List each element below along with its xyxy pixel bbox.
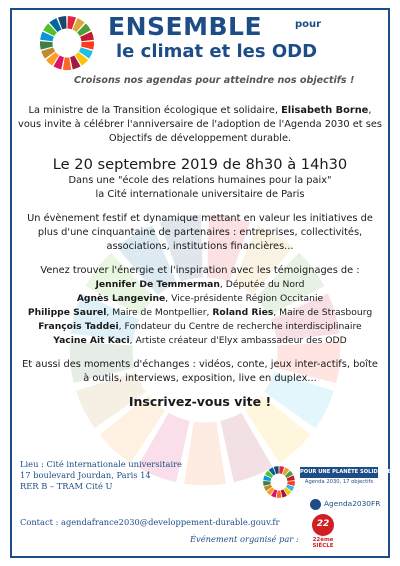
title-pour: pour [295,19,322,30]
sdg-segment [277,490,282,497]
speaker-item: Yacine Ait Kaci, Artiste créateur d'Elyx ambassadeur des ODD [53,335,347,346]
22eme-siecle-label: 22ème SIÈCLE [312,537,334,549]
speakers-list [18,278,382,348]
event-date: Le 20 septembre 2019 de 8h30 à 14h30 [52,156,348,173]
speaker-item: Agnès Langevine, Vice-présidente Région Occitanie [76,293,324,304]
speaker-item: François Taddei, Fondateur du Centre de recherche interdisciplinaire [38,321,362,332]
title-sub: le climat et les ODD [116,41,318,62]
title-main: ENSEMBLE [108,12,263,41]
event-description: Un évènement festif et dynamique mettant en valeur les initiatives de plus d'une cinquantaine de partenaires : entreprises, collectivités, associations, institutions financières... [27,213,373,252]
intro-text: La ministre de la Transition écologique et solidaire, Elisabeth Borne, vous invite à célébrer l'anniversaire de l'adoption de l'Agenda 2030 et ses Objectifs de développement durable. [18,105,382,144]
main-content [18,104,382,409]
header [24,12,380,88]
planet-badge-sub: Agenda 2030, 17 objectifs [304,479,374,485]
register-cta: Inscrivez-vous vite ! [128,394,272,409]
contact-email[interactable]: Contact : agendafrance2030@developpement-durable.gouv.fr [20,517,280,527]
venue-transport: RER B – TRAM Cité U [20,481,113,491]
moments-text: Et aussi des moments d'échanges : vidéos, conte, jeux inter-actifs, boîte à outils, interviews, exposition, live en duplex... [22,359,378,384]
planet-badge: POUR UNE PLANÈTE SOLIDAIRE [300,467,378,478]
venue-info [20,459,250,492]
sdg-mini-wheel-icon [262,465,296,499]
organised-by: Événement organisé par : [190,534,299,544]
venue-label: Lieu : Cité internationale universitaire [20,459,182,469]
twitter-icon [310,499,321,510]
speaker-item: Philippe Saurel, Maire de Montpellier, Roland Ries, Maire de Strasbourg [27,307,373,318]
sdg-segment [63,57,71,70]
minister-name: Elisabeth Borne [281,105,369,116]
tagline: Croisons nos agendas pour atteindre nos objectifs ! [74,75,355,86]
sdg-wheel-logo [38,14,96,72]
testimonials-intro: Venez trouver l'énergie et l'inspiration avec les témoignages de : [40,265,360,276]
venue-address: 17 boulevard Jourdan, Paris 14 [20,470,151,480]
speaker-item: Jennifer De Temmerman, Députée du Nord [95,279,305,290]
event-venue: Dans une "école des relations humaines pour la paix" la Cité internationale universitaire de Paris [68,175,332,200]
